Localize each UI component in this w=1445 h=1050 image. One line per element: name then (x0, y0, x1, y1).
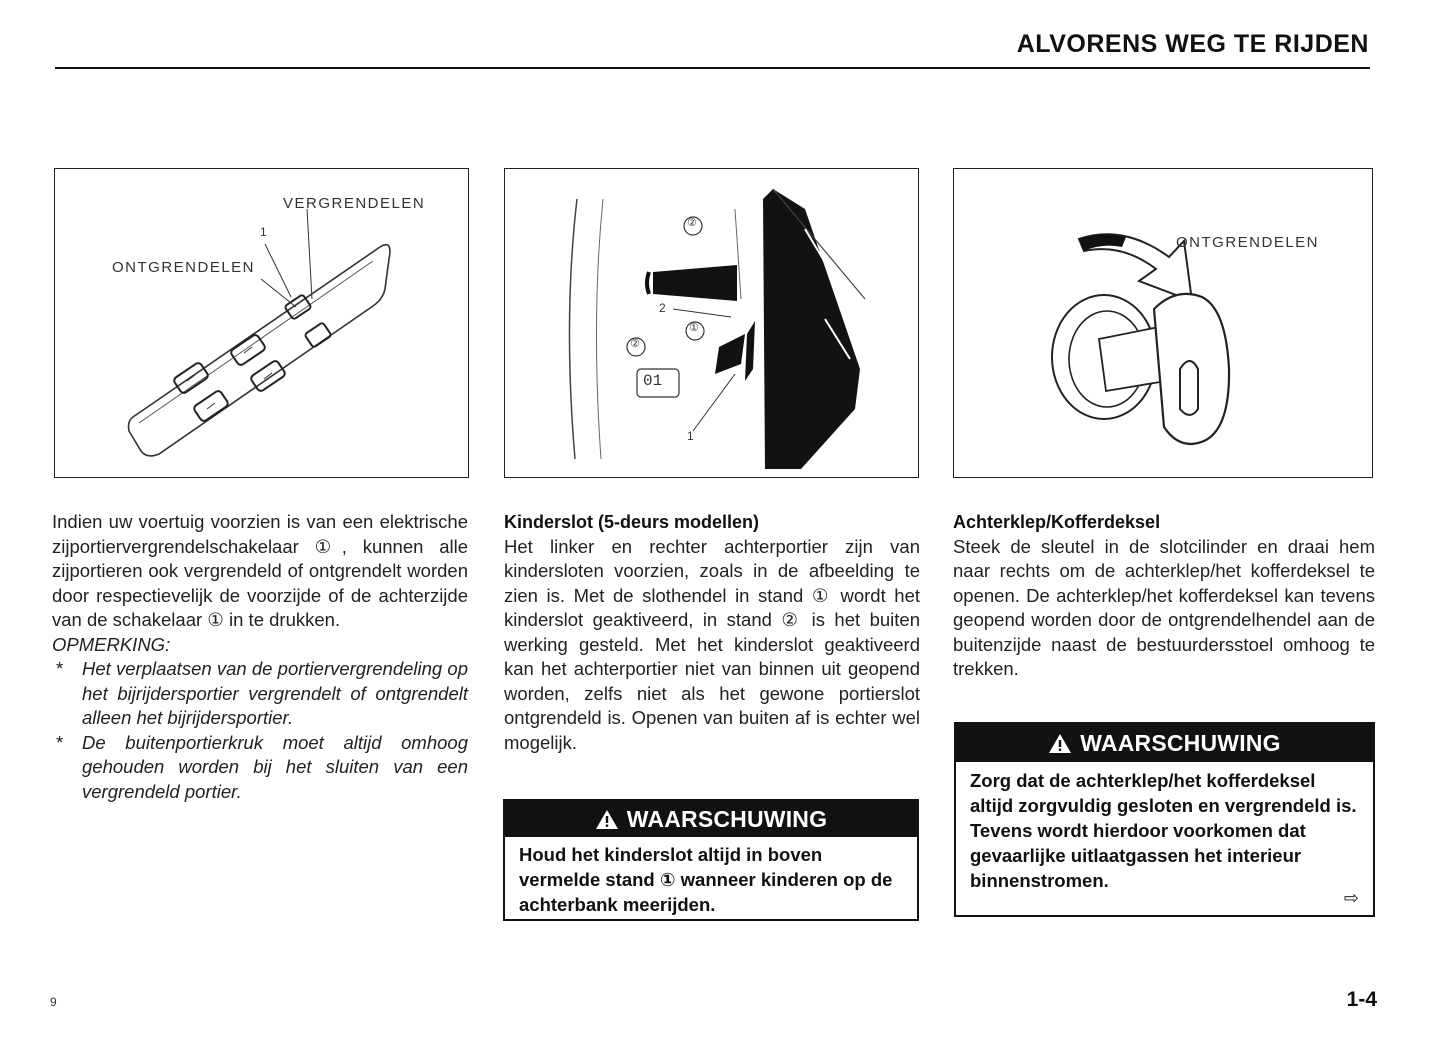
figure-tailgate-key (953, 168, 1373, 478)
lock-marking: 01 (643, 372, 663, 390)
warning-triangle-icon (595, 804, 619, 841)
circled-number-2-top: ② (687, 217, 697, 229)
page-number: 1-4 (1346, 988, 1377, 1011)
column-tailgate (953, 510, 1375, 682)
label-ontgrendelen: ONTGRENDELEN (112, 259, 256, 276)
warning-box-child-lock (503, 799, 919, 921)
label-vergrendelen: VERGRENDELEN (283, 195, 426, 212)
column-child-lock (504, 510, 920, 755)
warning-header (505, 801, 917, 837)
key-cylinder-illustration (954, 169, 1373, 478)
callout-number-2: 2 (659, 301, 666, 315)
header-divider (55, 67, 1370, 69)
figure-child-lock (504, 168, 919, 478)
page-header-title: ALVORENS WEG TE RIJDEN (1016, 30, 1369, 58)
warning-text: Houd het kinderslot altijd in boven vermelde stand ① wanneer kinderen op de achterbank meerijden. (519, 844, 893, 915)
callout-number-1: 1 (687, 429, 694, 443)
note-list (52, 657, 468, 804)
note-title: OPMERKING: (52, 633, 171, 655)
child-lock-illustration (505, 169, 919, 478)
warning-header (956, 724, 1373, 762)
body-text: Indien uw voertuig voorzien is van een elektrische zijportiervergrendelschakelaar ①, kunnen alle zijportieren ook vergrendeld of ontgrendelt worden door respectievelijk de voorzijde of de achterzijde van de schakelaar ① in te drukken. (52, 511, 468, 630)
note-item: * De buitenportierkruk moet altijd omhoog gehouden worden bij het sluiten van een vergrendeld portier. (52, 731, 468, 805)
warning-box-tailgate (954, 722, 1375, 917)
page-number-left: 9 (50, 995, 57, 1009)
label-ontgrendelen: ONTGRENDELEN (1176, 234, 1320, 251)
circled-number-2-left: ② (630, 338, 640, 350)
warning-title: WAARSCHUWING (626, 806, 828, 832)
column-door-locks (52, 510, 468, 804)
body-text: Het linker en rechter achterportier zijn van kindersloten voorzien, zoals in de afbeelding te zien is. Met de slothendel in stand ① wordt het kinderslot geaktiveerd, in stand ② is het buiten werking gesteld. Met het kinderslot geaktiveerd kan het achterportier niet van binnen uit geopend worden, zelfs niet als het gewone portierslot ontgrendeld is. Openen van buiten af is echter wel mogelijk. (504, 535, 920, 753)
body-text: Steek de sleutel in de slotcilinder en draai hem naar rechts om de achterklep/het kofferdeksel te openen. De achterklep/het kofferdeksel kan tevens geopend worden door de ontgrendelhendel aan de buitenzijde naast de bestuurdersstoel omhoog te trekken. (953, 535, 1375, 679)
warning-triangle-icon (1048, 727, 1072, 765)
callout-number-1: 1 (260, 225, 269, 239)
figure-door-lock-switch (54, 168, 469, 478)
section-heading: Kinderslot (5-deurs modellen) (504, 512, 760, 532)
circled-number-1-mid: ① (689, 322, 699, 334)
warning-text: Zorg dat de achterklep/het kofferdeksel altijd zorgvuldig gesloten en vergrendeld is. Tevens wordt hierdoor voorkomen dat gevaarlijke uitlaatgassen het interieur binnenstromen. (970, 770, 1357, 891)
warning-title: WAARSCHUWING (1080, 730, 1281, 756)
section-heading: Achterklep/Kofferdeksel (953, 512, 1161, 532)
note-item: * Het verplaatsen van de portiervergrendeling op het bijrijdersportier vergrendelt of ontgrendelt alleen het bijrijdersportier. (52, 657, 468, 731)
door-switch-illustration (55, 169, 469, 478)
continue-arrow-icon: ⇨ (1343, 888, 1359, 908)
